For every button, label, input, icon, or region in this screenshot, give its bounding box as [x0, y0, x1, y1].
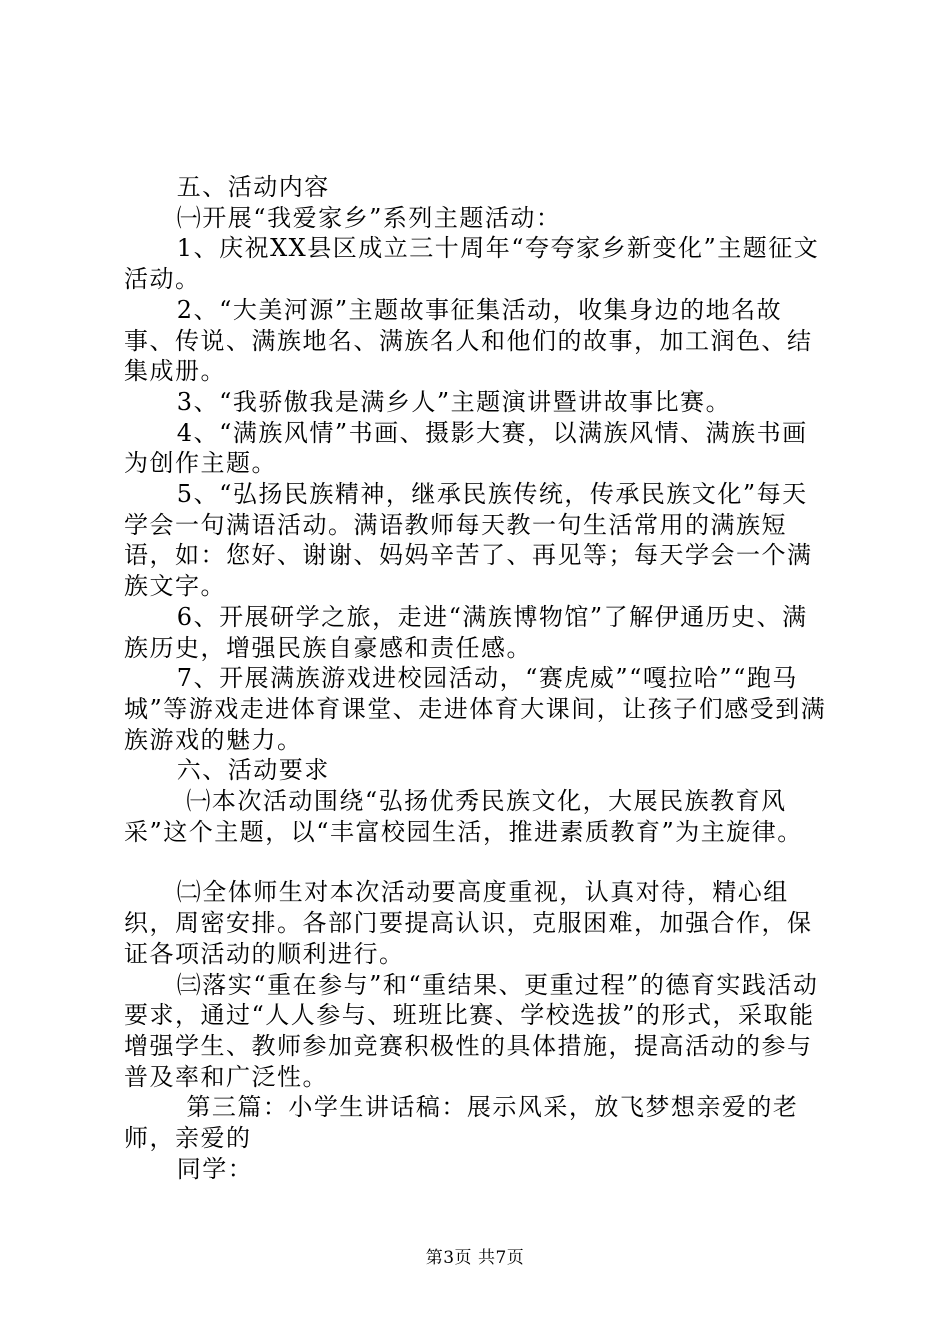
paragraph: 7、开展满族游戏进校园活动，“赛虎威”“嘎拉哈”“跑马城”等游戏走进体育课堂、走进体育大课间，让孩子们感受到满族游戏的魅力。: [124, 664, 827, 754]
section-heading-activity-requirements: 六、活动要求: [176, 756, 330, 785]
paragraph: 同学：: [176, 1154, 254, 1183]
paragraph: 4、“满族风情”书画、摄影大赛，以满族风情、满族书画为创作主题。: [124, 418, 808, 478]
paragraph: ㈢落实“重在参与”和“重结果、更重过程”的德育实践活动要求，通过“人人参与、班班比赛、学校选拔”的形式，采取能增强学生、教师参加竞赛积极性的具体措施，提高活动的参与普及率和广泛性。: [124, 970, 819, 1091]
paragraph: 6、开展研学之旅，走进“满族博物馆”了解伊通历史、满族历史，增强民族自豪感和责任感。: [124, 602, 808, 662]
paragraph: 2、“大美河源”主题故事征集活动，收集身边的地名故事、传说、满族地名、满族名人和他们的故事，加工润色、结集成册。: [124, 295, 813, 386]
paragraph: ㈠本次活动围绕“弘扬优秀民族文化，大展民族教育风采”这个主题，以“丰富校园生活，推进素质教育”为主旋律。: [124, 787, 803, 846]
paragraph: ㈡全体师生对本次活动要高度重视，认真对待，精心组织，周密安排。各部门要提高认识，克服困难，加强合作，保证各项活动的顺利进行。: [124, 878, 813, 968]
paragraph: 3、“我骄傲我是满乡人”主题演讲暨讲故事比赛。: [176, 387, 732, 416]
subsection-heading: ㈠开展“我爱家乡”系列主题活动：: [176, 203, 562, 232]
page-number: 第3页 共7页: [425, 1248, 525, 1268]
document-body: [124, 172, 832, 1185]
paragraph: 1、庆祝XX县区成立三十周年“夸夸家乡新变化”主题征文活动。: [124, 234, 820, 294]
paragraph: 5、“弘扬民族精神，继承民族传统，传承民族文化”每天学会一句满语活动。满语教师每天教一句生活常用的满族短语，如：您好、谢谢、妈妈辛苦了、再见等；每天学会一个满族文字。: [124, 480, 813, 601]
section-heading-activity-content: 五、活动内容: [176, 173, 330, 201]
paragraph: 第三篇：小学生讲话稿：展示风采，放飞梦想亲爱的老师，亲爱的: [124, 1093, 799, 1153]
